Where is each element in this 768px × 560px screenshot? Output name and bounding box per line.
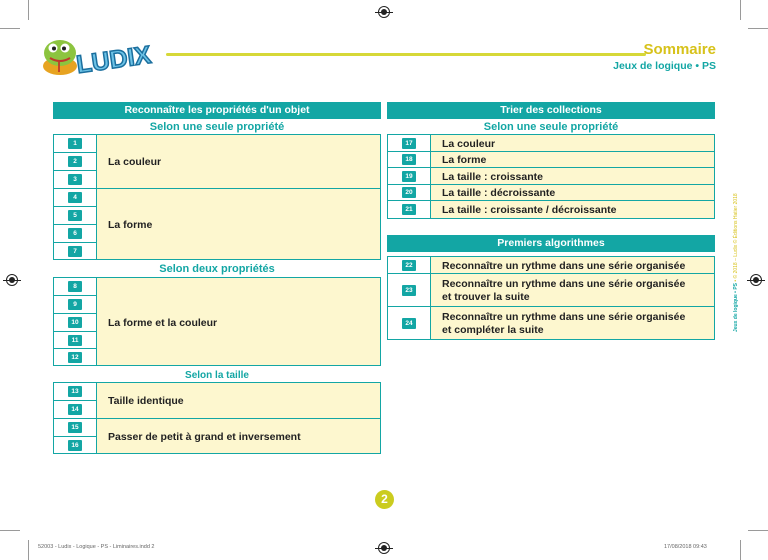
number-cell — [54, 437, 97, 454]
row-label: La forme — [442, 154, 487, 166]
number-cell — [388, 257, 431, 274]
group-row — [97, 189, 380, 260]
number-badge: 2 — [68, 156, 82, 167]
row-label-line2: et compléter la suite — [442, 324, 544, 336]
number-badge: 5 — [68, 210, 82, 221]
crop-mark — [740, 0, 741, 20]
number-badge: 8 — [68, 281, 82, 292]
number-column — [388, 135, 431, 218]
logo-text: LUDIX — [74, 40, 153, 80]
section-title-algorithms: Premiers algorithmes — [387, 235, 715, 252]
group-row — [97, 278, 380, 366]
number-badge: 13 — [68, 386, 82, 397]
number-cell — [388, 307, 431, 339]
group-row — [97, 419, 380, 454]
properties-table-2 — [53, 277, 381, 366]
number-badge: 14 — [68, 404, 82, 415]
number-cell — [54, 135, 97, 153]
number-cell — [54, 332, 97, 349]
row-label: Reconnaître un rythme dans une série organisée — [442, 260, 686, 272]
number-cell — [54, 207, 97, 225]
number-cell — [388, 201, 431, 218]
group-label: Passer de petit à grand et inversement — [108, 431, 301, 443]
crop-mark — [0, 28, 20, 29]
number-cell — [54, 171, 97, 189]
number-badge: 20 — [402, 187, 416, 198]
group-label: La forme — [108, 219, 153, 231]
number-cell — [54, 189, 97, 207]
number-cell — [54, 153, 97, 171]
subsection-title: Selon deux propriétés — [159, 263, 275, 275]
header-rule — [166, 53, 646, 56]
algorithms-table — [387, 256, 715, 340]
crop-mark — [0, 530, 20, 531]
crop-mark — [28, 540, 29, 560]
crop-mark — [748, 530, 768, 531]
crop-mark — [28, 0, 29, 20]
subsection-title: Selon la taille — [185, 370, 249, 381]
side-credit-rest: • © 2018 – Ludix © Éditions Hatier 2018 — [733, 193, 739, 284]
table-row — [431, 307, 714, 339]
registration-mark — [378, 542, 390, 554]
sorting-table — [387, 134, 715, 219]
table-row — [431, 152, 714, 168]
registration-mark — [750, 274, 762, 286]
number-column — [54, 135, 97, 259]
number-badge: 18 — [402, 154, 416, 165]
ludix-logo — [40, 36, 162, 80]
side-credit-title: Jeux de logique • PS — [733, 283, 739, 332]
number-badge: 21 — [402, 204, 416, 215]
table-row — [431, 257, 714, 274]
number-cell — [54, 243, 97, 260]
number-cell — [54, 349, 97, 366]
number-cell — [54, 419, 97, 437]
row-label: La couleur — [442, 138, 496, 150]
number-badge: 17 — [402, 138, 416, 149]
table-row — [431, 185, 714, 201]
table-row — [431, 201, 714, 218]
number-badge: 16 — [68, 440, 82, 451]
number-cell — [54, 225, 97, 243]
crop-mark — [748, 28, 768, 29]
group-row — [97, 383, 380, 419]
group-label: Taille identique — [108, 395, 184, 407]
row-label: La taille : croissante — [442, 171, 543, 183]
number-badge: 4 — [68, 192, 82, 203]
number-cell — [54, 314, 97, 332]
footer-filename: 52003 - Ludix - Logique - PS - Liminaires.indd 2 — [38, 544, 155, 550]
group-label: La forme et la couleur — [108, 317, 218, 329]
number-cell — [388, 135, 431, 152]
number-cell — [388, 274, 431, 307]
page-number: 2 — [375, 490, 394, 509]
number-badge: 10 — [68, 317, 82, 328]
section-title-properties: Reconnaître les propriétés d'un objet — [53, 102, 381, 119]
row-label: La taille : croissante / décroissante — [442, 204, 617, 216]
row-label: La taille : décroissante — [442, 187, 556, 199]
number-cell — [388, 185, 431, 201]
number-badge: 22 — [402, 260, 416, 271]
number-cell — [54, 296, 97, 314]
subsection-title: Selon une seule propriété — [149, 121, 285, 133]
number-cell — [388, 152, 431, 168]
row-label-line1: Reconnaître un rythme dans une série organisée — [442, 311, 686, 323]
number-column — [388, 257, 431, 339]
number-cell — [54, 383, 97, 401]
number-badge: 24 — [402, 318, 416, 329]
row-label-line2: et trouver la suite — [442, 291, 530, 303]
number-column — [54, 383, 97, 453]
table-row — [431, 168, 714, 185]
crop-mark — [740, 540, 741, 560]
number-badge: 7 — [68, 246, 82, 257]
number-cell — [54, 401, 97, 419]
number-column — [54, 278, 97, 365]
table-row — [431, 274, 714, 307]
footer-timestamp: 17/08/2018 09:43 — [664, 544, 707, 550]
number-badge: 19 — [402, 171, 416, 182]
group-label: La couleur — [108, 156, 162, 168]
table-row — [431, 135, 714, 152]
number-badge: 9 — [68, 299, 82, 310]
row-label-line1: Reconnaître un rythme dans une série organisée — [442, 278, 686, 290]
page-subtitle: Jeux de logique • PS — [613, 60, 716, 72]
properties-table-3 — [53, 382, 381, 454]
registration-mark — [378, 6, 390, 18]
number-cell — [388, 168, 431, 185]
number-badge: 15 — [68, 422, 82, 433]
section-title-sorting: Trier des collections — [387, 102, 715, 119]
number-badge: 23 — [402, 285, 416, 296]
group-row — [97, 135, 380, 189]
page-title: Sommaire — [643, 41, 716, 58]
subsection-title: Selon une seule propriété — [483, 121, 619, 133]
number-badge: 1 — [68, 138, 82, 149]
number-cell — [54, 278, 97, 296]
side-credit-text — [733, 193, 739, 332]
registration-mark — [6, 274, 18, 286]
number-badge: 3 — [68, 174, 82, 185]
properties-table-1 — [53, 134, 381, 260]
number-badge: 11 — [68, 335, 82, 346]
number-badge: 12 — [68, 352, 82, 363]
number-badge: 6 — [68, 228, 82, 239]
